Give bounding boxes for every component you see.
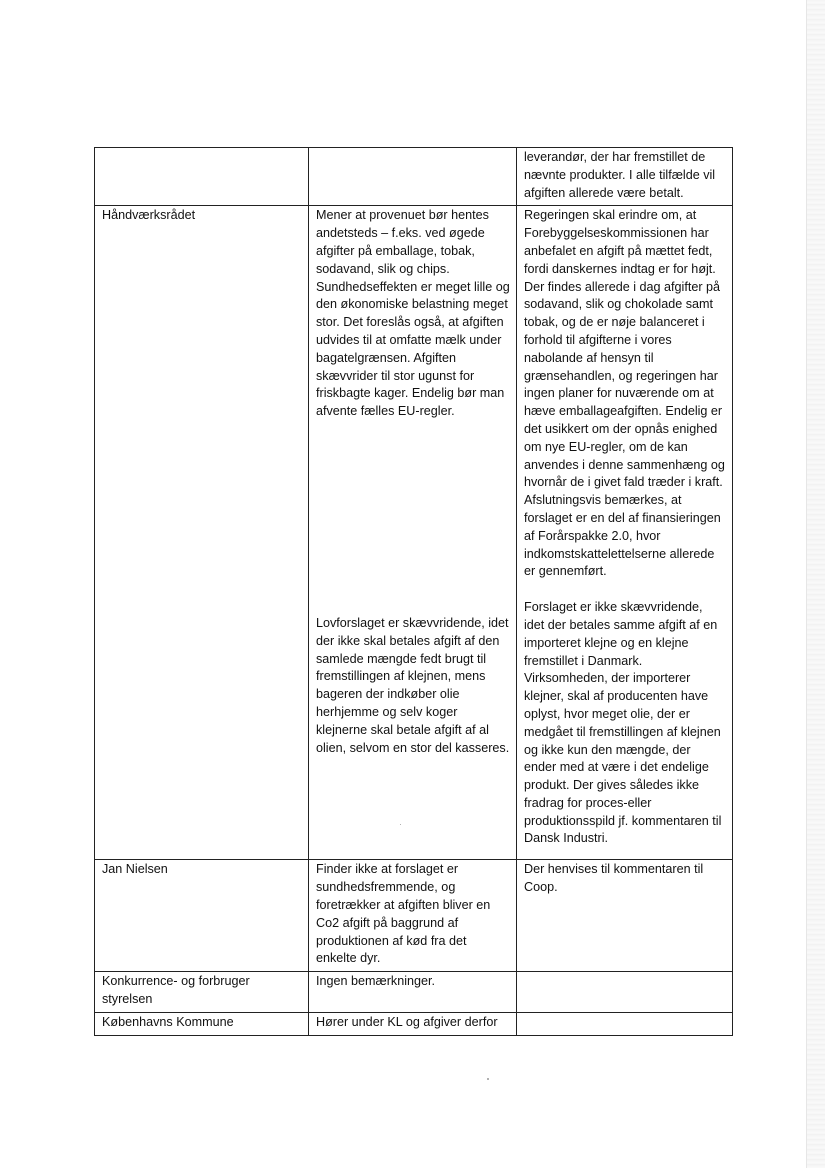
response-paragraph: Regeringen skal erindre om, at Forebyggelseskommissionen har anbefalet en afgift på mættet fedt, fordi danskernes indtag er for højt. Der findes allerede i dag afgifter på sodavand, slik og chokolade samt tobak, og de er nøje balanceret i forhold til afgifterne i vores nabolande af hensyn til grænsehandlen, og regeringen har ingen planer for nuværende om at hæve emballageafgiften. Endelig er det usikkert om der opnås enighed om nye EU-regler, om de kan anvendes i denne sammenhæng og hvornår de i givet fald træder i kraft. Afslutningsvis bemærkes, at forslaget er en del af finansieringen af Forårspakke 2.0, hvor indkomstskattelettelserne allerede er gennemført. [524, 208, 725, 579]
response-cell: Der henvises til kommentaren til Coop. [517, 860, 733, 972]
comment-cell: Ingen bemærkninger. [309, 972, 517, 1013]
consultation-response-table [94, 147, 733, 1036]
response-cell [517, 1012, 733, 1035]
table-row [95, 1012, 733, 1035]
comment-paragraph: Mener at provenuet bør hentes andetsteds – f.eks. ved øgede afgifter på emballage, tobak, sodavand, slik og chips. Sundhedseffekten er meget lille og den økonomiske belastning meget stor. Det foreslås også, at afgiften udvides til at omfatte mælk under bagatelgrænsen. Afgiften skævvrider til stor ugunst for friskbagte kager. Endelig bør man afvente fælles EU-regler. [316, 208, 510, 419]
response-cell [517, 972, 733, 1013]
response-cell [517, 206, 733, 860]
scan-speck [487, 1078, 489, 1080]
table-row [95, 148, 733, 206]
respondent-cell: Konkurrence- og forbruger styrelsen [95, 972, 309, 1013]
respondent-cell [95, 148, 309, 206]
respondent-cell: Håndværksrådet [95, 206, 309, 860]
table-row [95, 972, 733, 1013]
comment-cell: Hører under KL og afgiver derfor [309, 1012, 517, 1035]
response-paragraph: Forslaget er ikke skævvridende, idet der betales samme afgift af en importeret klejne og en klejne fremstillet i Danmark. Virksomheden, der importerer klejner, skal af producenten have oplyst, hvor meget olie, der er medgået til fremstillingen af klejnen og ikke kun den mængde, der ender med at være i det endelige produkt. Der gives således ikke fradrag for proces-eller produktionsspild jf. kommentaren til Dansk Industri. [524, 600, 722, 846]
table-row [95, 860, 733, 972]
comment-cell [309, 206, 517, 860]
respondent-cell: Jan Nielsen [95, 860, 309, 972]
comment-paragraph: Lovforslaget er skævvridende, idet der ikke skal betales afgift af den samlede mængde fedt brugt til fremstillingen af klejnen, mens bageren der indkøber olie herhjemme og selv koger klejnerne skal betale afgift af al olien, selvom en stor del kasseres. [316, 615, 510, 755]
table-row [95, 206, 733, 860]
response-cell: leverandør, der har fremstillet de nævnte produkter. I alle tilfælde vil afgiften allerede være betalt. [517, 148, 733, 206]
comment-cell [309, 148, 517, 206]
scanned-page-edge [806, 0, 825, 1168]
respondent-cell: Københavns Kommune [95, 1012, 309, 1035]
comment-cell: Finder ikke at forslaget er sundhedsfremmende, og foretrækker at afgiften bliver en Co2 afgift på baggrund af produktionen af kød fra det enkelte dyr. [309, 860, 517, 972]
